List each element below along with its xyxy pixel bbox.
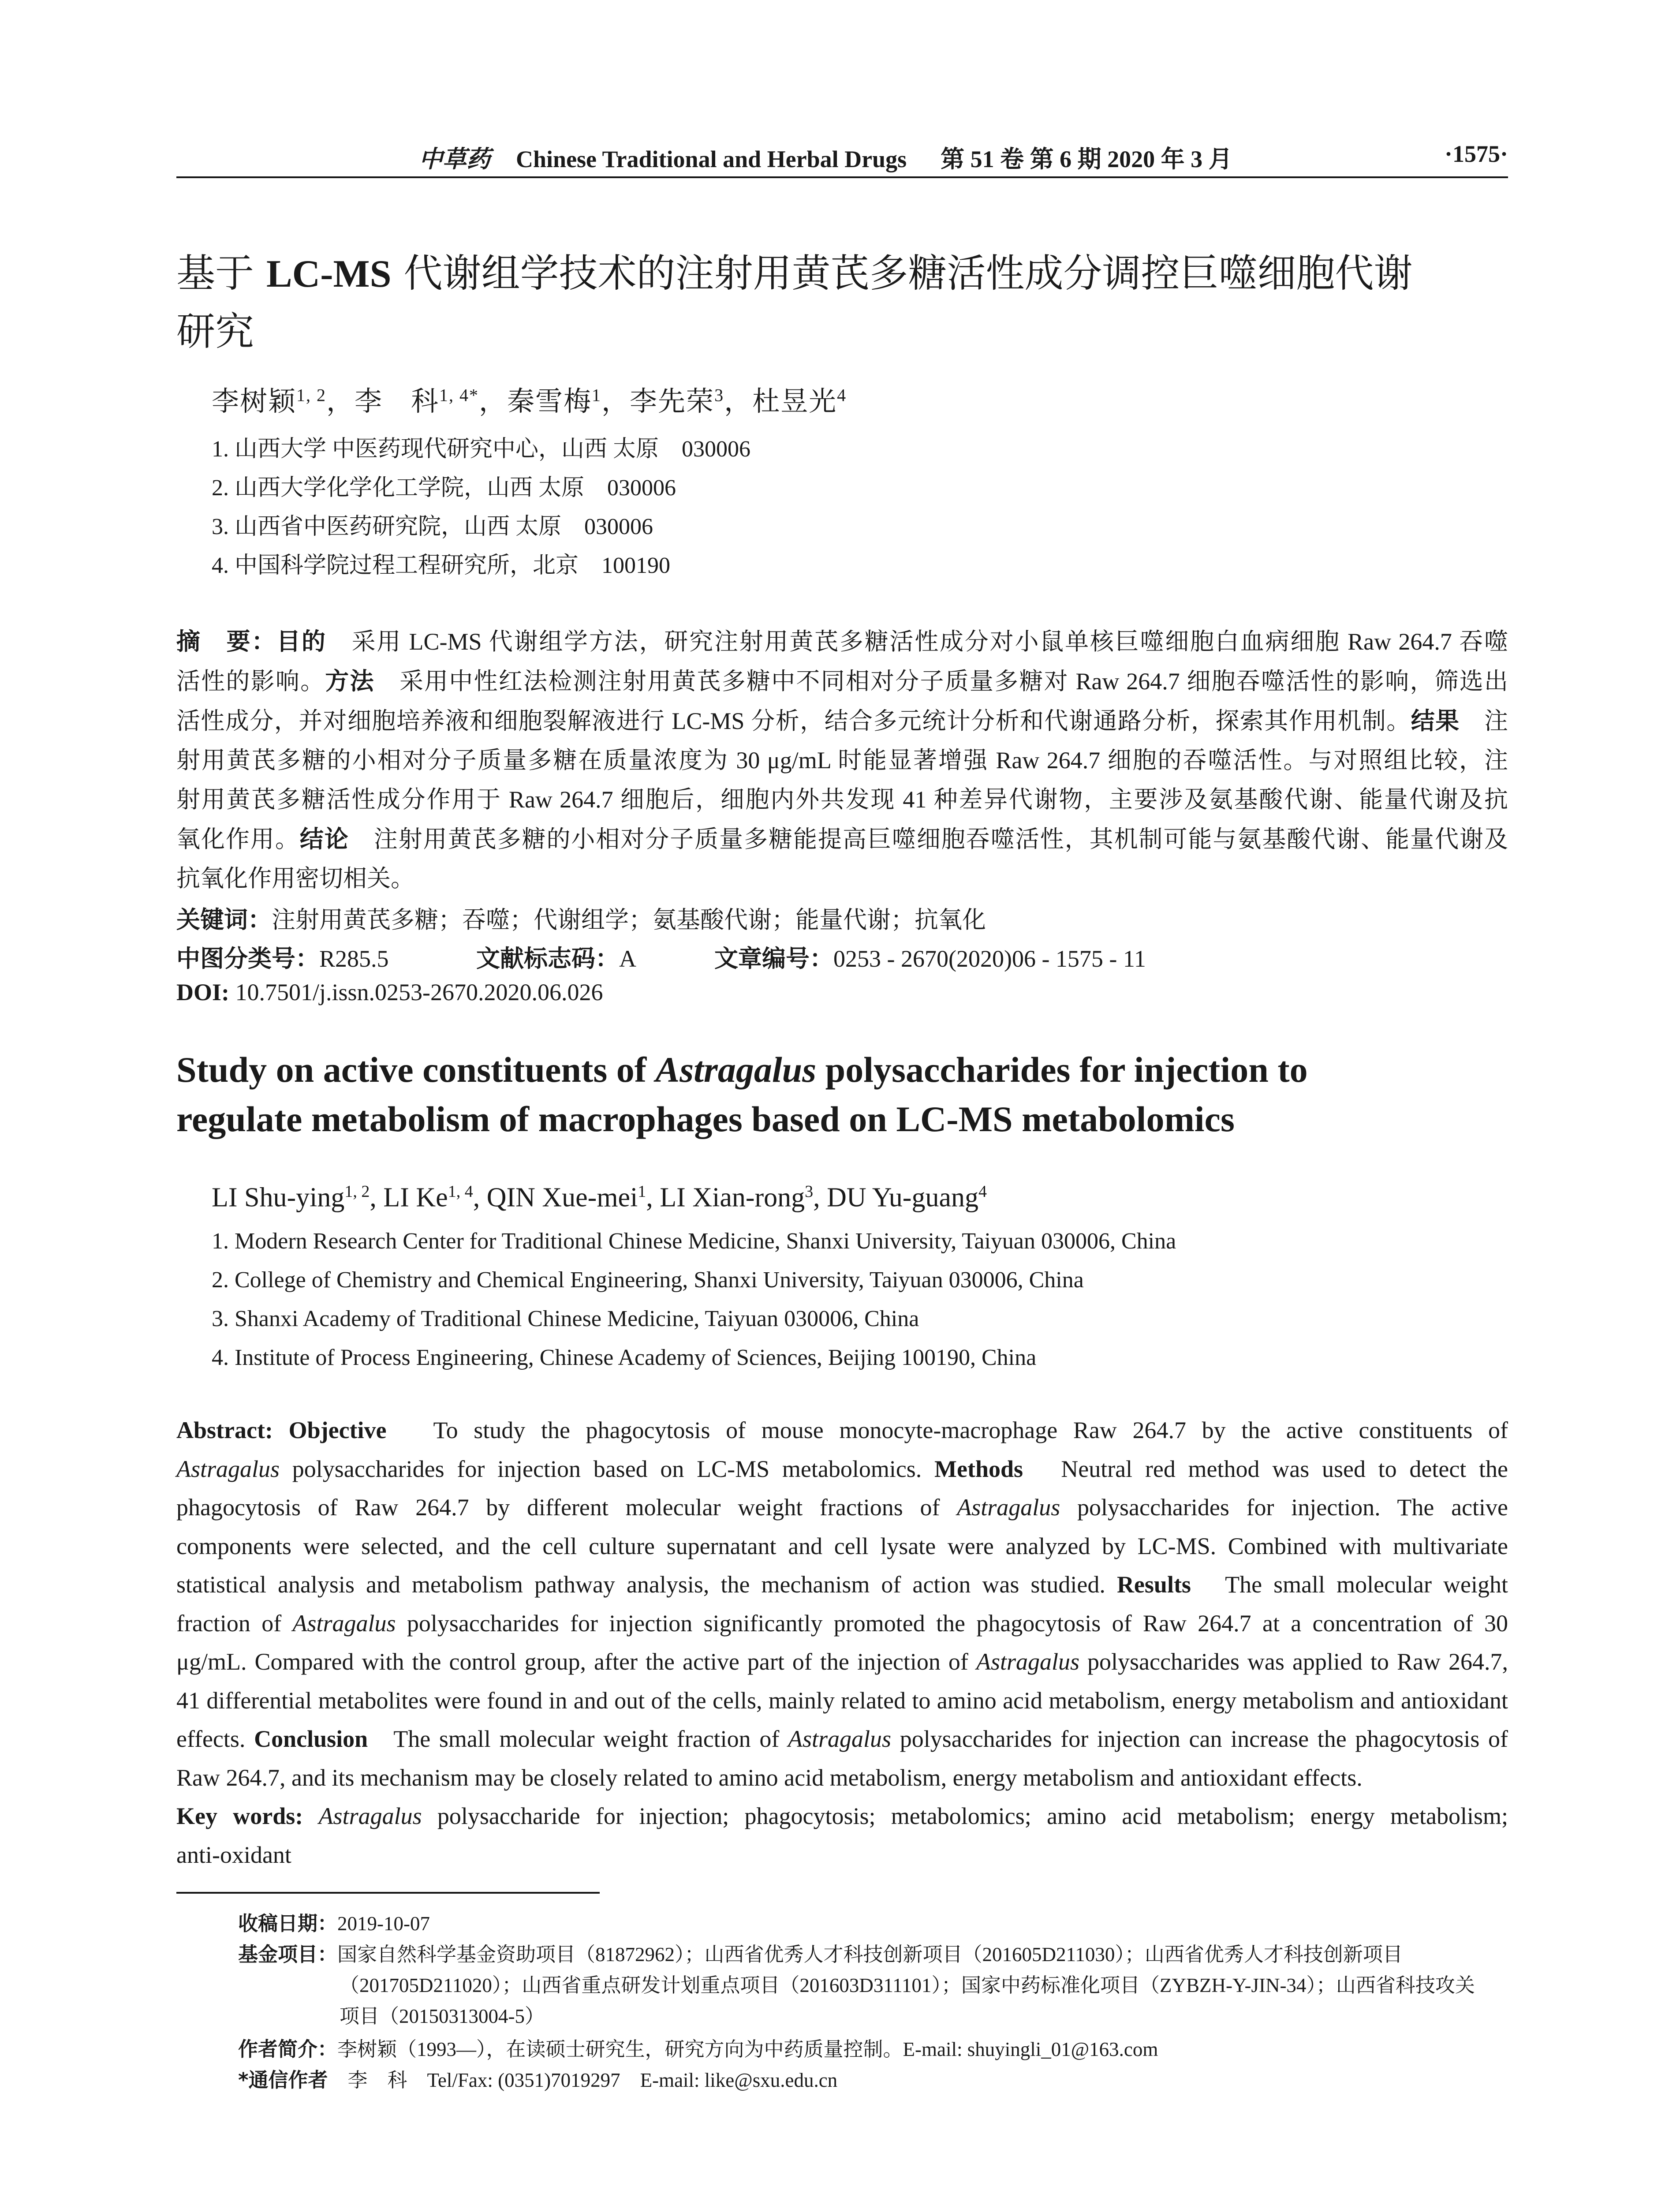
en-conclusion-label: Conclusion [254, 1726, 368, 1752]
en-keywords-label: Key words: [176, 1803, 303, 1829]
cn-classification [176, 940, 389, 974]
fund-text: 国家自然科学基金资助项目（81872962）；山西省优秀人才科技创新项目（201605D211030）；山西省优秀人才科技创新项目 [337, 1943, 1403, 1966]
cn-article-no [714, 940, 1146, 974]
en-abstract-text: Astragalus [788, 1726, 892, 1752]
en-abstract-line: components were selected, and the cell culture supernatant and cell lysate were analyzed by LC-MS. Combined with multivariate [176, 1532, 1508, 1559]
en-affiliation: 3. Shanxi Academy of Traditional Chinese Medicine, Taiyuan 030006, China [212, 1306, 919, 1331]
article-no-label: 文章编号： [714, 945, 833, 972]
en-abstract-text: polysaccharides was applied to Raw 264.7, [1079, 1648, 1508, 1675]
en-abstract-text: Astragalus [976, 1648, 1079, 1675]
received-date [238, 1907, 430, 1936]
en-abstract-line: 41 differential metabolites were found in and out of the cells, mainly related to amino acid metabolism, energy metabolism and antioxidant [176, 1687, 1508, 1714]
en-abstract-line [176, 1720, 1508, 1759]
cn-abstract-text: 注 [1460, 708, 1508, 734]
en-affiliation: 1. Modern Research Center for Traditional Chinese Medicine, Shanxi University, Taiyuan 030006, China [212, 1229, 1176, 1254]
en-keywords-text: Astragalus [318, 1803, 422, 1829]
en-abstract-line [176, 1411, 1508, 1450]
cn-methods-label: 方法 [325, 667, 375, 695]
cn-title-part: 代谢组学技术的注射用黄芪多糖活性成分调控巨噬细胞代谢 [391, 250, 1413, 296]
doi [176, 979, 603, 1006]
cn-keywords [176, 901, 986, 935]
en-abstract-text: statistical analysis and metabolism pathway analysis, the mechanism of action was studied. [176, 1571, 1117, 1598]
en-abstract-line [176, 1450, 1508, 1489]
cn-abstract-text: 注射用黄芪多糖的小相对分子质量多糖能提高巨噬细胞吞噬活性，其机制可能与氨基酸代谢、能量代谢及 [349, 826, 1508, 852]
footnote-rule [176, 1892, 600, 1894]
cn-abstract-label: 摘 要： [176, 628, 277, 655]
cn-abstract-text: 氧化作用。 [176, 826, 300, 852]
cn-abstract-line [176, 701, 1508, 741]
en-abstract-text: polysaccharides for injection significantly promoted the phagocytosis of Raw 264.7 at a concentration of 30 [396, 1610, 1508, 1637]
cn-title [176, 245, 1508, 360]
doi-label: DOI: [176, 979, 229, 1005]
header-rule [176, 176, 1508, 178]
en-title-line2: regulate metabolism of macrophages based on LC-MS metabolomics [176, 1099, 1235, 1139]
issue-info: 第 51 卷 第 6 期 2020 年 3 月 [941, 146, 1232, 172]
cn-title-line2: 研究 [176, 309, 254, 354]
cn-abstract-line [176, 622, 1508, 662]
cn-objective-label: 目的 [276, 628, 327, 655]
cn-abstract [176, 622, 1508, 898]
fund-text-cont: 项目（20150313004-5） [340, 2005, 545, 2027]
en-abstract-text: Neutral red method was used to detect the [1061, 1455, 1508, 1482]
corresponding-label: *通信作者 [238, 2068, 328, 2092]
cn-conclusion-label: 结论 [299, 825, 349, 853]
en-objective-label: Objective [288, 1417, 387, 1443]
received-label: 收稿日期： [238, 1912, 338, 1935]
en-abstract-text: Astragalus [292, 1610, 396, 1637]
author-bio [238, 2033, 1158, 2062]
cn-abstract-text: 采用中性红法检测注射用黄芪多糖中不同相对分子质量多糖对 Raw 264.7 细胞吞噬活性的影响，筛选出 [374, 668, 1508, 695]
cn-authors: 李树颖$^{1, 2}$，李 科$^{1, 4*}$，秦雪梅$^1$，李先荣$^3$，杜昱光$^4$ [212, 385, 847, 417]
en-abstract-text: fraction of [176, 1610, 293, 1637]
en-abstract-line: Raw 264.7, and its mechanism may be closely related to amino acid metabolism, energy metabolism and antioxidant effects. [176, 1764, 1363, 1791]
cn-title-part: LC-MS [266, 253, 392, 295]
doi-value: 10.7501/j.issn.0253-2670.2020.06.026 [229, 979, 603, 1005]
en-abstract-text: polysaccharides for injection. The active [1060, 1494, 1508, 1521]
running-header [176, 140, 1508, 180]
en-methods-label: Methods [934, 1455, 1023, 1482]
en-abstract-text: The small molecular weight [1225, 1571, 1508, 1598]
cn-affiliation: 4. 中国科学院过程工程研究所，北京 100190 [212, 553, 671, 578]
author-bio-text: 李树颖（1993—），在读硕士研究生，研究方向为中药质量控制。E-mail: shuyingli_01@163.com [337, 2038, 1158, 2060]
cn-abstract-line [176, 819, 1508, 859]
en-abstract [176, 1411, 1508, 1874]
en-keywords-line2: anti-oxidant [176, 1841, 291, 1868]
en-affiliation: 2. College of Chemistry and Chemical Engineering, Shanxi University, Taiyuan 030006, China [212, 1267, 1084, 1293]
fund-text-cont: （201705D211020）；山西省重点研发计划重点项目（201603D311101）；国家中药标准化项目（ZYBZH-Y-JIN-34）；山西省科技攻关 [340, 1974, 1475, 1996]
cn-affiliation: 1. 山西大学 中医药现代研究中心，山西 太原 030006 [212, 437, 751, 462]
journal-name [516, 140, 1232, 174]
cn-results-label: 结果 [1411, 707, 1460, 735]
journal-logo: 中草药 [419, 146, 490, 172]
article-no-value: 0253 - 2670(2020)06 - 1575 - 11 [833, 946, 1146, 972]
cn-keywords-text: 注射用黄芪多糖；吞噬；代谢组学；氨基酸代谢；能量代谢；抗氧化 [272, 907, 986, 933]
received-value: 2019-10-07 [337, 1913, 430, 1935]
en-abstract-text: The small molecular weight fraction of [393, 1726, 788, 1752]
cn-abstract-text: 采用 LC-MS 代谢组学方法，研究注射用黄芪多糖活性成分对小鼠单核巨噬细胞白血病细胞 Raw 264.7 吞噬 [326, 628, 1508, 655]
en-title-part: polysaccharides for injection to [816, 1050, 1308, 1090]
cn-doc-code [476, 940, 636, 974]
clc-label: 中图分类号： [176, 945, 319, 972]
en-abstract-text: polysaccharides for injection can increase the phagocytosis of [891, 1726, 1508, 1752]
cn-affiliation: 3. 山西省中医药研究院，山西 太原 030006 [212, 514, 653, 539]
en-abstract-text: polysaccharides for injection based on LC-MS metabolomics. [280, 1455, 935, 1482]
en-abstract-text: phagocytosis of Raw 264.7 by different molecular weight fractions of [176, 1494, 957, 1521]
cn-abstract-line: 射用黄芪多糖活性成分作用于 Raw 264.7 细胞后，细胞内外共发现 41 种差异代谢物，主要涉及氨基酸代谢、能量代谢及抗 [176, 786, 1508, 813]
author-bio-label: 作者简介： [238, 2037, 338, 2061]
doc-code-label: 文献标志码： [476, 945, 619, 972]
cn-abstract-text: 活性的影响。 [176, 668, 325, 695]
en-abstract-label: Abstract: [176, 1417, 273, 1443]
en-abstract-text: To study the phagocytosis of mouse monocyte-macrophage Raw 264.7 by the active constituents of [433, 1417, 1508, 1443]
page-number: ·1575· [1444, 141, 1508, 167]
en-authors: LI Shu-ying$^{1, 2}$, LI Ke$^{1, 4}$, QIN Xue-mei$^1$, LI Xian-rong$^3$, DU Yu-guang$^4$ [212, 1182, 987, 1213]
en-title-part: Study on active constituents of [176, 1050, 656, 1090]
en-abstract-line [176, 1566, 1508, 1604]
cn-keywords-label: 关键词： [176, 906, 272, 934]
en-abstract-text: effects. [176, 1726, 254, 1752]
cn-title-part: 基于 [176, 250, 266, 296]
en-title [176, 1045, 1508, 1144]
doc-code-value: A [619, 946, 636, 972]
cn-affiliation: 2. 山西大学化学化工学院，山西 太原 030006 [212, 475, 676, 501]
en-abstract-text: μg/mL. Compared with the control group, after the active part of the injection of [176, 1648, 976, 1675]
cn-abstract-text: 活性成分，并对细胞培养液和细胞裂解液进行 LC-MS 分析，结合多元统计分析和代谢通路分析，探索其作用机制。 [176, 708, 1411, 734]
fund-info [238, 1938, 1403, 1967]
cn-abstract-line: 抗氧化作用密切相关。 [176, 865, 414, 892]
en-abstract-text: Astragalus [957, 1494, 1060, 1521]
en-affiliation: 4. Institute of Process Engineering, Chinese Academy of Sciences, Beijing 100190, China [212, 1345, 1037, 1370]
en-title-part: Astragalus [655, 1050, 817, 1090]
corresponding-text: 李 科 Tel/Fax: (0351)7019297 E-mail: like@sxu.edu.cn [328, 2069, 838, 2091]
en-keywords-text: polysaccharide for injection; phagocytosis; metabolomics; amino acid metabolism; energy metabolism; [422, 1803, 1508, 1829]
en-abstract-line [176, 1643, 1508, 1682]
journal-title: Chinese Traditional and Herbal Drugs [516, 146, 907, 172]
corresponding-author [238, 2064, 837, 2093]
cn-abstract-line [176, 662, 1508, 701]
en-results-label: Results [1116, 1571, 1191, 1598]
en-abstract-text: Astragalus [176, 1455, 280, 1482]
en-abstract-line [176, 1488, 1508, 1527]
en-abstract-line [176, 1604, 1508, 1643]
cn-abstract-line: 射用黄芪多糖的小相对分子质量多糖在质量浓度为 30 μg/mL 时能显著增强 Raw 264.7 细胞的吞噬活性。与对照组比较，注 [176, 747, 1508, 774]
fund-label: 基金项目： [238, 1943, 338, 1966]
clc-value: R285.5 [319, 946, 389, 972]
en-keywords [176, 1797, 1508, 1836]
